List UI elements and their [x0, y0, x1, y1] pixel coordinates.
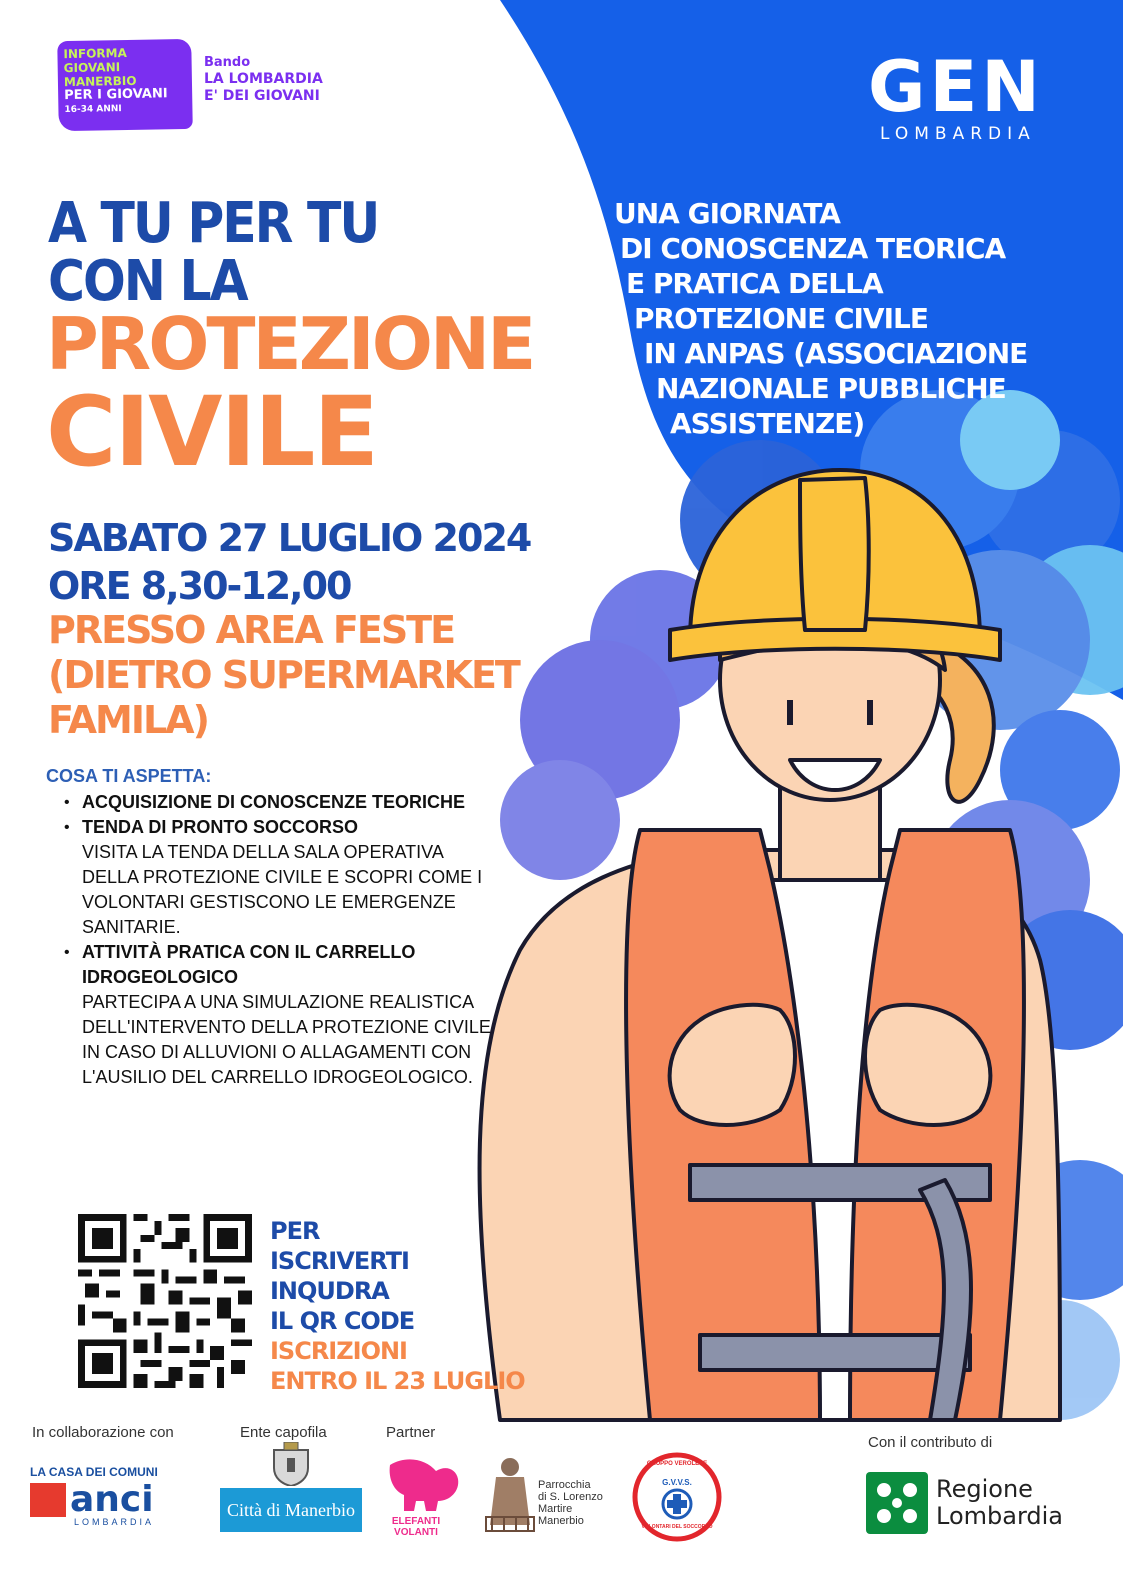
description-line: E PRATICA DELLA: [626, 267, 883, 300]
badge-line-4: PER I GIOVANI: [64, 86, 168, 104]
registration-line-1: PER: [270, 1217, 320, 1245]
gvvs-mid-text: G.V.V.S.: [662, 1478, 692, 1487]
title-line-1: A TU PER TU: [48, 191, 379, 256]
registration-line-3: INQUDRA: [270, 1277, 389, 1305]
list-item: [62, 940, 502, 1090]
list-item: [62, 790, 502, 815]
badge-line-3: MANERBIO: [63, 73, 137, 90]
lead-entity-label: Ente capofila: [240, 1424, 327, 1441]
registration-line-2: ISCRIVERTI: [270, 1247, 409, 1275]
bando-line-1: LA LOMBARDIA: [204, 71, 323, 87]
registration-deadline-2: ENTRO IL 23 LUGLIO: [270, 1367, 525, 1395]
title-line-2: CON LA: [48, 249, 247, 314]
bando-line-2: E' DEI GIOVANI: [204, 88, 320, 104]
item-heading: • ATTIVITÀ PRATICA CON IL CARRELLO IDROGEOLOGICO: [82, 942, 416, 987]
contribution-label: Con il contributo di: [868, 1434, 993, 1451]
expect-title: COSA TI ASPETTA:: [46, 766, 212, 786]
regione-text: [936, 1476, 1063, 1530]
regione-line-1: Regione: [936, 1475, 1033, 1503]
parrocchia-line-1: Parrocchia: [538, 1479, 591, 1491]
description-line: ASSISTENZE): [670, 407, 865, 440]
saint-lorenzo-icon: [482, 1455, 538, 1537]
registration-deadline-1: ISCRIZIONI: [270, 1337, 407, 1365]
parrocchia-text: [538, 1479, 603, 1527]
item-heading: • TENDA DI PRONTO SOCCORSO: [82, 817, 359, 837]
citta-di-manerbio-logo: [220, 1442, 362, 1532]
item-body: VISITA LA TENDA DELLA SALA OPERATIVA DELLA PROTEZIONE CIVILE E SCOPRI COME I VOLONTARI GESTISCONO LE EMERGENZE SANITARIE.: [82, 842, 483, 937]
partner-label: Partner: [386, 1424, 436, 1441]
gvvs-top-text: GRUPPO VEROLESE: [646, 1461, 708, 1467]
informa-giovani-badge: [57, 39, 193, 131]
anci-name: anci: [70, 1479, 154, 1520]
event-datetime: [48, 514, 530, 610]
list-item: [62, 815, 502, 940]
parrocchia-line-2: di S. Lorenzo: [538, 1491, 603, 1503]
parrocchia-line-3: Martire: [538, 1503, 573, 1515]
rescuer-woman-illustration: [480, 470, 1060, 1420]
bando-label: [204, 54, 323, 105]
elefanti-name: ELEFANTI VOLANTI: [391, 1516, 441, 1538]
description-line: NAZIONALE PUBBLICHE: [656, 372, 1006, 405]
parrocchia-logo: [482, 1455, 622, 1537]
title-line-4: CIVILE: [46, 376, 377, 488]
elefanti-volanti-logo: [386, 1455, 462, 1538]
gvvs-bottom-text: VOLONTARI DEL SOCCORSO: [641, 1524, 713, 1530]
event-time: ORE 8,30-12,00: [48, 564, 351, 608]
place-line-3: FAMILA): [48, 698, 208, 742]
description-line: UNA GIORNATA: [614, 197, 840, 230]
regione-line-2: Lombardia: [936, 1502, 1064, 1530]
gvvs-logo: [632, 1452, 722, 1542]
expect-list: [62, 790, 502, 1090]
registration-line-4: IL QR CODE: [270, 1307, 415, 1335]
item-body: PARTECIPA A UNA SIMULAZIONE REALISTICA DELL'INTERVENTO DELLA PROTEZIONE CIVILE IN CASO DI ALLUVIONI O ALLAGAMENTI CON L'AUSILIO DEL CARRELLO IDROGEOLOGICO.: [82, 992, 491, 1087]
badge-line-5: 16-34 ANNI: [64, 104, 122, 116]
parrocchia-line-4: Manerbio: [538, 1515, 584, 1527]
registration-qr-code[interactable]: [78, 1214, 252, 1388]
place-line-1: PRESSO AREA FESTE: [48, 608, 455, 652]
anci-subtitle: LOMBARDIA: [74, 1517, 155, 1527]
anci-building-icon: [30, 1483, 66, 1517]
gen-logo-subtitle: LOMBARDIA: [880, 124, 1036, 144]
title-line-3: PROTEZIONE: [46, 302, 534, 386]
collaboration-label: In collaborazione con: [32, 1424, 174, 1441]
gen-logo-letters: GEN: [868, 46, 1044, 128]
event-date: SABATO 27 LUGLIO 2024: [48, 516, 531, 560]
badge-line-2: GIOVANI: [63, 60, 121, 76]
bando-title: Bando: [204, 55, 251, 70]
anci-top-text: LA CASA DEI COMUNI: [30, 1465, 158, 1479]
place-line-2: (DIETRO SUPERMARKET: [48, 653, 519, 697]
description-line: DI CONOSCENZA TEORICA: [620, 232, 1006, 265]
manerbio-name: Città di Manerbio: [220, 1488, 362, 1532]
flying-elephant-icon: [386, 1455, 462, 1511]
registration-instructions: [270, 1216, 525, 1396]
badge-line-1: INFORMA: [63, 45, 127, 62]
crest-icon: [266, 1442, 316, 1486]
gen-lombardia-logo: [868, 46, 1068, 152]
description-line: PROTEZIONE CIVILE: [634, 302, 928, 335]
event-description: [614, 196, 1027, 441]
item-heading: • ACQUISIZIONE DI CONOSCENZE TEORICHE: [82, 792, 466, 812]
regione-rose-icon: [866, 1472, 928, 1534]
anci-lombardia-logo: [30, 1465, 190, 1529]
regione-lombardia-logo: [866, 1472, 1076, 1534]
description-line: IN ANPAS (ASSOCIAZIONE: [644, 337, 1028, 370]
event-place: [48, 608, 519, 743]
